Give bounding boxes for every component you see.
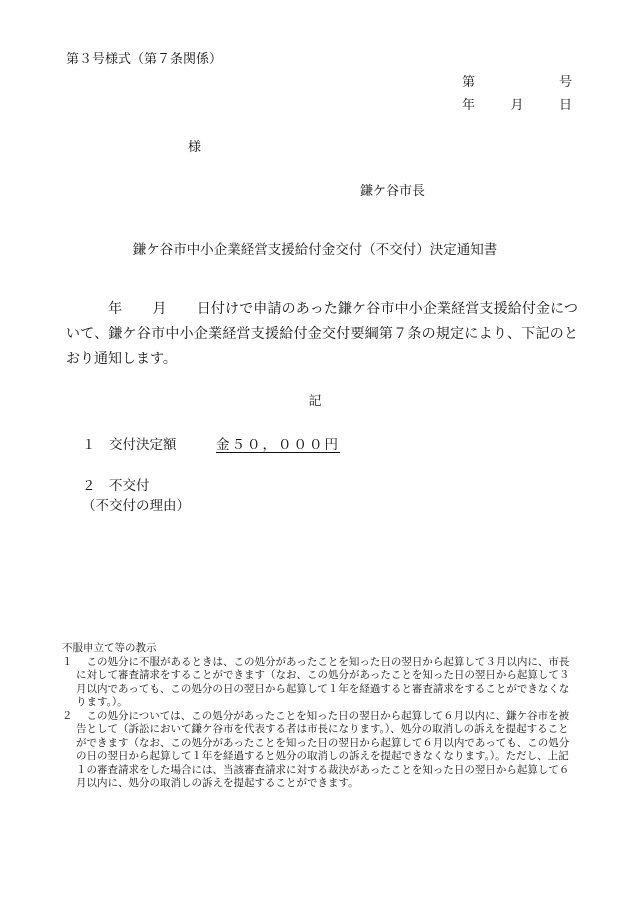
doc-number-label: 第 <box>462 75 476 90</box>
item2-label: 不交付 <box>109 478 150 494</box>
sender: 鎌ケ谷市長 <box>360 184 426 199</box>
body-text: 日付けで申請のあった鎌ケ谷市中小企業経営支援給付金について、鎌ケ谷市中小企業経営支援給付金交付要綱第７条の規定により、下記のとおり通知します。 <box>66 301 579 367</box>
doc-number-suffix: 号 <box>558 75 572 90</box>
non-grant-reason: （不交付の理由） <box>82 498 190 514</box>
notice-item-number: １ <box>62 655 73 668</box>
date-day: 日 <box>558 98 572 113</box>
item2-number: ２ <box>82 478 96 494</box>
item1-number: １ <box>82 437 96 453</box>
body-year: 年 <box>108 301 123 317</box>
document-date <box>462 94 572 113</box>
appeal-notice <box>62 642 578 791</box>
body-paragraph <box>66 297 578 372</box>
date-year: 年 <box>462 98 476 113</box>
grant-amount: 金５０，０００円 <box>216 437 340 453</box>
notice-title: 不服申立て等の教示 <box>62 642 157 654</box>
date-month: 月 <box>510 98 524 113</box>
item-grant-amount <box>82 433 340 453</box>
notice-item <box>62 656 578 710</box>
ki-heading: 記 <box>308 394 322 409</box>
item-non-grant <box>82 474 150 494</box>
notice-item <box>62 710 578 791</box>
notice-item-number: ２ <box>62 709 73 722</box>
document-number <box>462 71 572 90</box>
notice-item-text: この処分については、この処分があったことを知った日の翌日から起算して６月以内に、鎌ケ谷市を被告として（訴訟において鎌ケ谷市を代表する者は市長になります。）、処分の取消しの訴えを提起することができます（なお、この処分があったことを知った日の翌日から起算して６月以内であっても、この処分の日の翌日から起算して１年を経過すると処分の取消しの訴えを提起できなくなります。）。ただし、上記１の審査請求をした場合には、当該審査請求に対する裁決があったことを知った日の翌日から起算して６月以内に、処分の取消しの訴えを提起することができます。 <box>76 709 570 789</box>
recipient-suffix: 様 <box>188 140 202 155</box>
item1-label: 交付決定額 <box>109 437 177 453</box>
notice-item-text: この処分に不服があるときは、この処分があったことを知った日の翌日から起算して３月以内に、市長に対して審査請求をすることができます（なお、この処分があったことを知った日の翌日から起算して３月以内であっても、この処分の日の翌日から起算して１年を経過すると審査請求をすることができなくなります。）。 <box>76 655 570 708</box>
form-number: 第３号様式（第７条関係） <box>66 52 223 67</box>
body-month: 月 <box>152 301 167 317</box>
document-title: 鎌ケ谷市中小企業経営支援給付金交付（不交付）決定通知書 <box>132 242 498 258</box>
